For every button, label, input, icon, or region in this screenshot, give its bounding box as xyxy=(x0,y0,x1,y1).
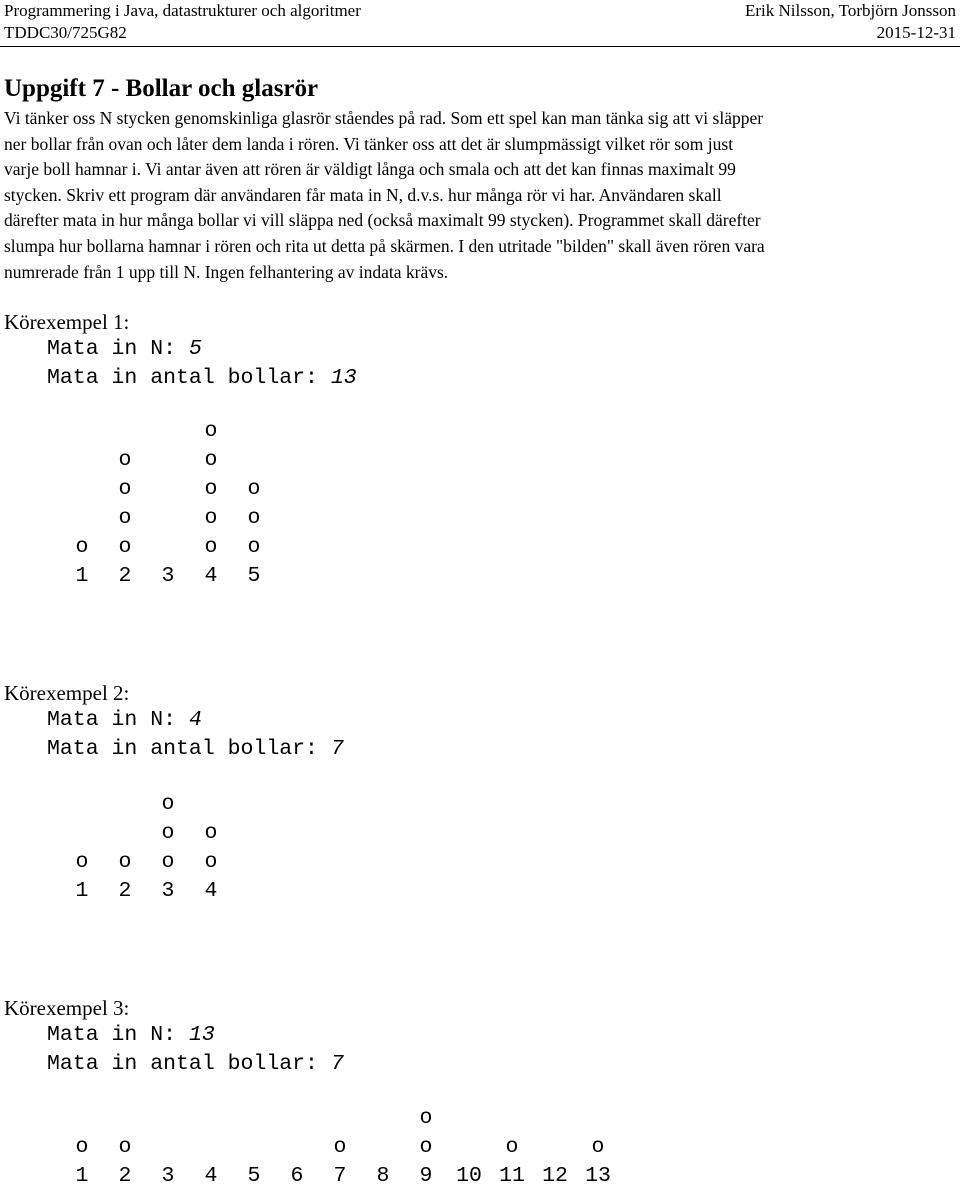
tube-number: 1 xyxy=(75,879,89,903)
ball: o xyxy=(204,821,218,845)
tube-number: 3 xyxy=(161,879,175,903)
tube-number: 4 xyxy=(204,879,218,903)
ball: o xyxy=(204,448,218,472)
description-line: Vi tänker oss N stycken genomskinliga glasrör ståendes på rad. Som ett spel kan man tänka sig att vi släpper xyxy=(4,108,764,128)
ball: o xyxy=(247,477,261,501)
ball: o xyxy=(204,535,218,559)
prompt-balls-label: Mata in antal bollar: xyxy=(47,737,331,761)
tube-number: 7 xyxy=(333,1164,347,1188)
tube-number: 8 xyxy=(376,1164,390,1188)
ball: o xyxy=(591,1135,605,1159)
ball: o xyxy=(247,535,261,559)
tube-number: 4 xyxy=(204,564,218,588)
description-line: numrerade från 1 upp till N. Ingen felhantering av indata krävs. xyxy=(4,261,449,282)
task-title: Uppgift 7 - Bollar och glasrör xyxy=(4,75,319,102)
ball: o xyxy=(161,821,175,845)
description-line: stycken. Skriv ett program där användaren får mata in N, d.v.s. hur många rör vi har. Användaren skall xyxy=(4,184,722,205)
tube-number: 13 xyxy=(585,1164,611,1188)
ball: o xyxy=(204,419,218,443)
prompt-balls-label: Mata in antal bollar: xyxy=(47,366,331,390)
n-value: 4 xyxy=(188,708,202,732)
prompt-n-label: Mata in N: xyxy=(47,1023,189,1047)
description-line: ner bollar från ovan och låter dem landa i rören. Vi tänker oss att det är slumpmässigt vilket rör som just xyxy=(4,133,734,154)
ball: o xyxy=(118,535,132,559)
prompt-n-label: Mata in N: xyxy=(47,337,189,361)
authors: Erik Nilsson, Torbjörn Jonsson xyxy=(744,1,956,20)
ball: o xyxy=(204,506,218,530)
ball: o xyxy=(333,1135,347,1159)
n-value: 13 xyxy=(188,1023,215,1047)
ball: o xyxy=(505,1135,519,1159)
example-1-heading: Körexempel 1: xyxy=(4,310,130,334)
description-line: varje boll hamnar i. Vi antar även att rören är väldigt långa och smala och att det kan finnas maximalt 99 xyxy=(4,159,736,180)
prompt-balls-label: Mata in antal bollar: xyxy=(47,1052,331,1076)
tube-number: 2 xyxy=(118,879,132,903)
description-line: därefter mata in hur många bollar vi vill släppa ned (också maximalt 99 stycken). Programmet skall därefter xyxy=(4,210,761,231)
description-line: slumpa hur bollarna hamnar i rören och rita ut detta på skärmen. I den utritade "bilden" skall även rören vara xyxy=(4,235,765,256)
example-3-heading: Körexempel 3: xyxy=(4,996,130,1020)
tube-number: 12 xyxy=(542,1164,568,1188)
ball: o xyxy=(204,477,218,501)
n-value: 5 xyxy=(188,337,202,361)
tube-number: 9 xyxy=(419,1164,433,1188)
prompt-n-label: Mata in N: xyxy=(47,708,189,732)
tube-number: 3 xyxy=(161,564,175,588)
balls-value: 7 xyxy=(330,1052,344,1076)
header-date: 2015-12-31 xyxy=(876,23,956,42)
ball: o xyxy=(118,448,132,472)
ball: o xyxy=(247,506,261,530)
ball: o xyxy=(204,850,218,874)
tube-number: 1 xyxy=(75,564,89,588)
tube-number: 11 xyxy=(499,1164,525,1188)
tube-number: 5 xyxy=(247,564,261,588)
ball: o xyxy=(161,850,175,874)
tube-number: 3 xyxy=(161,1164,175,1188)
ball: o xyxy=(118,477,132,501)
ball: o xyxy=(75,535,89,559)
ball: o xyxy=(75,1135,89,1159)
ball: o xyxy=(75,850,89,874)
tube-number: 4 xyxy=(204,1164,218,1188)
example-2-heading: Körexempel 2: xyxy=(4,681,130,705)
ball: o xyxy=(118,1135,132,1159)
balls-value: 7 xyxy=(330,737,344,761)
course-title: Programmering i Java, datastrukturer och algoritmer xyxy=(4,1,361,20)
ball: o xyxy=(161,792,175,816)
balls-value: 13 xyxy=(330,366,357,390)
ball: o xyxy=(118,850,132,874)
ball: o xyxy=(419,1106,433,1130)
ball: o xyxy=(419,1135,433,1159)
tube-number: 1 xyxy=(75,1164,89,1188)
tube-number: 10 xyxy=(456,1164,482,1188)
tube-number: 6 xyxy=(290,1164,304,1188)
tube-number: 2 xyxy=(118,1164,132,1188)
course-code: TDDC30/725G82 xyxy=(4,23,127,42)
tube-number: 5 xyxy=(247,1164,261,1188)
ball: o xyxy=(118,506,132,530)
tube-number: 2 xyxy=(118,564,132,588)
